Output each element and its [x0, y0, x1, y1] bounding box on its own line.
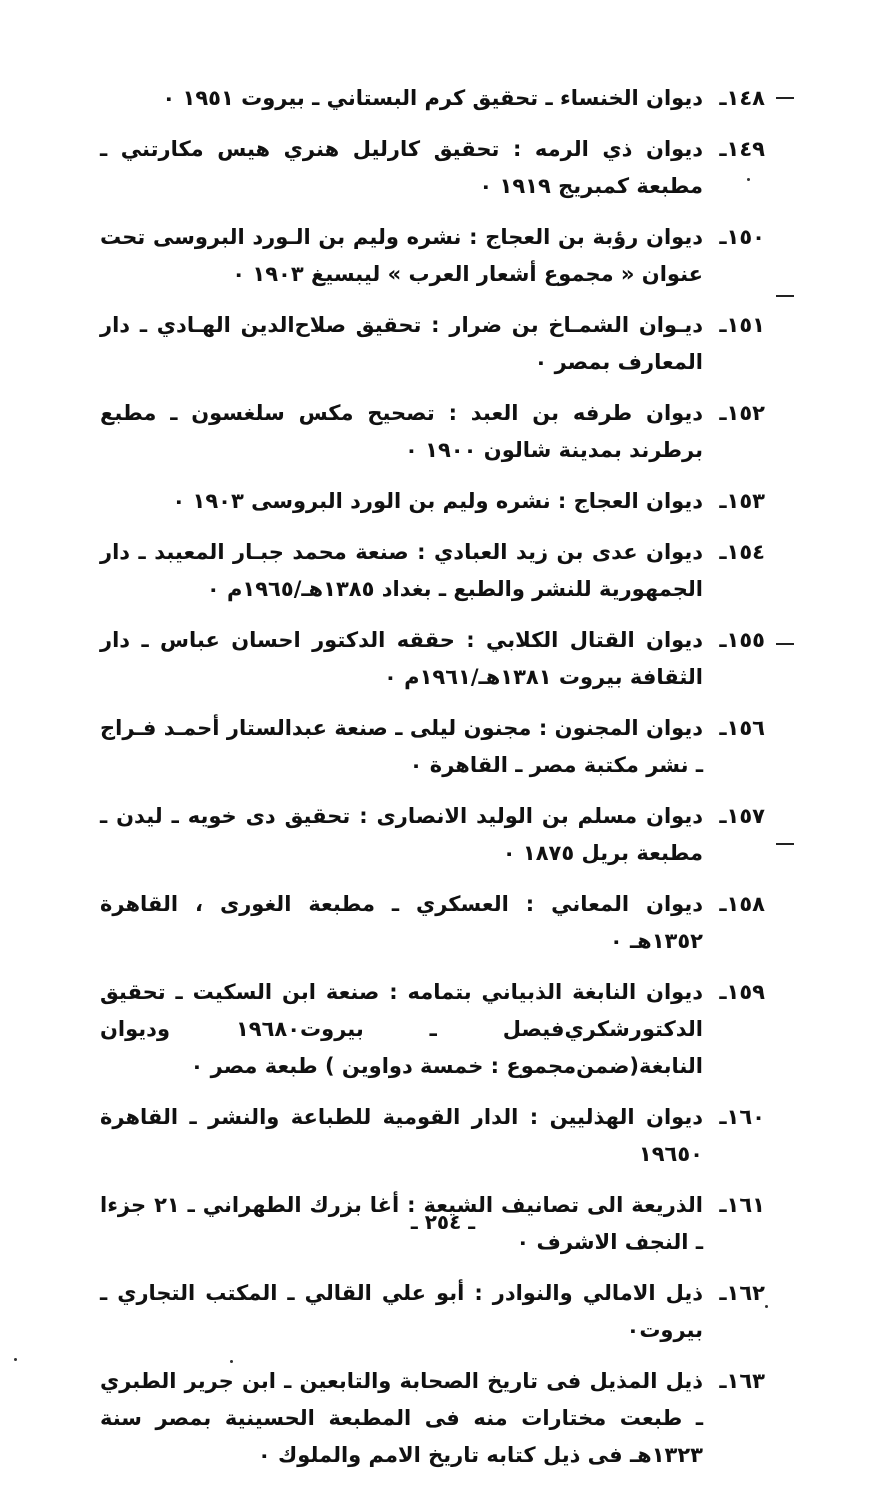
entry-number: ١٥٢ـ: [719, 401, 765, 425]
entry-number: ١٤٨ـ: [719, 86, 765, 110]
entry-text: ذيل المذيل فى تاريخ الصحابة والتابعين ـ ابن جرير الطبري ـ طبعت مختارات منه فى المطبعة الحسينية بمصر سنة ١٣٢٣هـ فى ذيل كتابه تاريخ الامم والملوك ٠: [100, 1369, 703, 1467]
entry-text: ديـوان الشمـاخ بن ضرار : تحقيق صلاح‌الدين الهـادي ـ دار المعارف بمصر ٠: [100, 313, 703, 374]
entry-text: ديوان ذي الرمه : تحقيق كارليل هنري هيس مكارتني ـ مطبعة كمبريج ١٩١٩ ٠: [100, 137, 703, 198]
entry-text: ديوان النابغة الذبياني بتمامه : صنعة ابن السكيت ـ تحقيق الدكتورشكري‌فيصل ـ بيروت١٩٦٨٠ وديوان النابغة(ضمن‌مجموع : خمسة دواوين ) طبعة مصر ٠: [100, 980, 703, 1078]
bibliography-entry: [100, 1363, 765, 1474]
margin-mark: [776, 843, 794, 845]
entry-number: ١٥٦ـ: [719, 716, 765, 740]
bibliography-entry: [100, 395, 765, 469]
bibliography-entry: [100, 710, 765, 784]
entry-text: ديوان الخنساء ـ تحقيق كرم البستاني ـ بيروت ١٩٥١ ٠: [162, 86, 703, 110]
bibliography-entry: [100, 1275, 765, 1349]
entry-number: ١٤٩ـ: [719, 137, 765, 161]
entry-text: ديوان مسلم بن الوليد الانصارى : تحقيق دى خويه ـ ليدن ـ مطبعة بريل ١٨٧٥ ٠: [100, 804, 703, 865]
scan-speck: [747, 178, 750, 181]
entry-text: ديوان المجنون : مجنون ليلى ـ صنعة عبدالستار أحمـد فـراج ـ نشر مكتبة مصر ـ القاهرة ٠: [100, 716, 703, 777]
page-number: ـ ٢٥٤ ـ: [410, 1210, 476, 1234]
bibliography-entry: [100, 307, 765, 381]
entry-number: ١٦١ـ: [719, 1193, 765, 1217]
entry-text: ديوان الهذليين : الدار القومية للطباعة والنشر ـ القاهرة ١٩٦٥٠: [100, 1105, 703, 1166]
entry-number: ١٥٠ـ: [719, 225, 765, 249]
bibliography-entry: [100, 798, 765, 872]
entry-number: ١٦٠ـ: [719, 1105, 765, 1129]
bibliography-entry: [100, 483, 765, 520]
entry-text: ديوان المعاني : العسكري ـ مطبعة الغورى ، القاهرة ١٣٥٢هـ ٠: [100, 892, 703, 953]
entry-text: ديوان القتال الكلابي : حققه الدكتور احسان عباس ـ دار الثقافة بيروت ١٣٨١هـ/١٩٦١م ٠: [100, 628, 703, 689]
bibliography-entry: [100, 886, 765, 960]
entry-number: ١٥٥ـ: [719, 628, 765, 652]
bibliography-entry: [100, 534, 765, 608]
scan-speck: [230, 1360, 233, 1363]
bibliography-entry: [100, 1099, 765, 1173]
bibliography-entry: [100, 131, 765, 205]
entry-number: ١٥٨ـ: [719, 892, 765, 916]
scan-speck: [14, 1358, 17, 1361]
bibliography-entry: [100, 219, 765, 293]
entry-text: ديوان طرفه بن العبد : تصحيح مكس سلغسون ـ مطبع برطرند بمدينة شالون ١٩٠٠ ٠: [100, 401, 703, 462]
entry-number: ١٦٢ـ: [719, 1281, 765, 1305]
margin-mark: [776, 295, 794, 297]
entry-number: ١٥٧ـ: [719, 804, 765, 828]
bibliography-entry: [100, 974, 765, 1085]
entry-number: ١٥٣ـ: [719, 489, 765, 513]
bibliography-entry: [100, 622, 765, 696]
margin-mark: [776, 97, 794, 99]
bibliography-entry: [100, 80, 765, 117]
entry-text: ديوان رؤبة بن العجاج : نشره وليم بن الـورد البروسى تحت عنوان « مجموع أشعار العرب » ليبسيغ ١٩٠٣ ٠: [100, 225, 703, 286]
entry-number: ١٥٩ـ: [719, 980, 765, 1004]
entry-text: ديوان عدى بن زيد العبادي : صنعة محمد جبـار المعيبد ـ دار الجمهورية للنشر والطبع ـ بغداد ١٣٨٥هـ/١٩٦٥م ٠: [100, 540, 703, 601]
entry-text: ذيل الامالي والنوادر : أبو علي القالي ـ المكتب التجاري ـ بيروت٠: [100, 1281, 703, 1342]
bibliography-list: [100, 80, 765, 1488]
entry-text: الذريعة الى تصانيف الشيعة : أغا بزرك الطهراني ـ ٢١ جزءا ـ النجف الاشرف ٠: [100, 1193, 703, 1254]
margin-mark: [776, 643, 794, 645]
scan-speck: [765, 1305, 768, 1308]
entry-number: ١٥١ـ: [719, 313, 765, 337]
entry-number: ١٥٤ـ: [719, 540, 765, 564]
entry-text: ديوان العجاج : نشره وليم بن الورد البروسى ١٩٠٣ ٠: [172, 489, 703, 513]
entry-number: ١٦٣ـ: [719, 1369, 765, 1393]
